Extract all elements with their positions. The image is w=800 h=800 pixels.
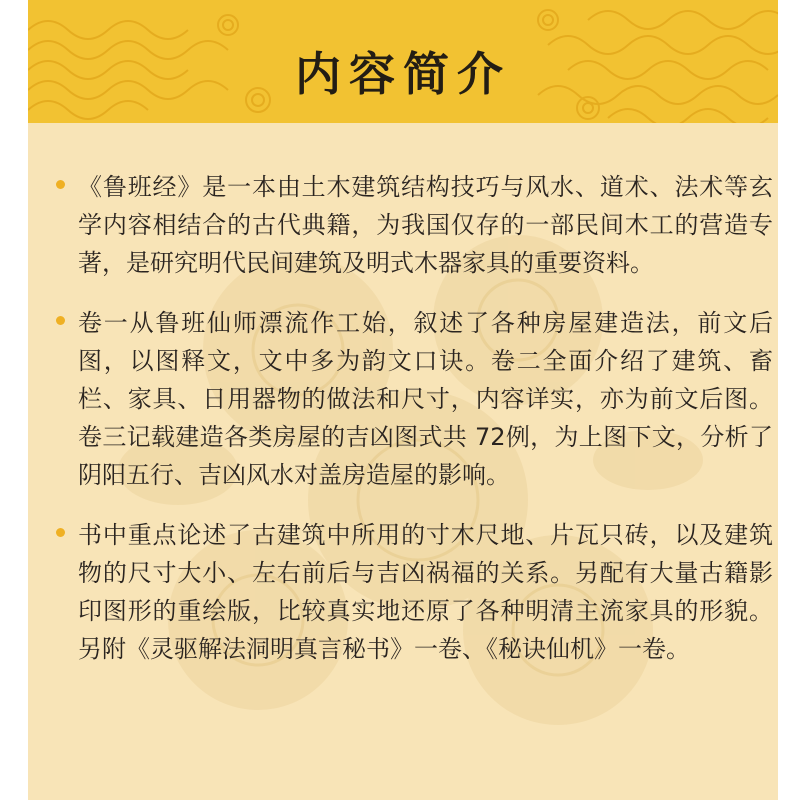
paragraph-text: 书中重点论述了古建筑中所用的寸木尺地、片瓦只砖，以及建筑物的尺寸大小、左右前后与吉凶祸福的关系。另配有大量古籍影印图形的重绘版，比较真实地还原了各种明清主流家具的形貌。另附《灵驱解法洞明真言秘书》一卷、《秘诀仙机》一卷。 bbox=[78, 521, 773, 663]
content-panel bbox=[28, 0, 778, 800]
title-banner bbox=[28, 0, 778, 123]
bullet-icon bbox=[56, 528, 65, 537]
description-body bbox=[56, 168, 776, 690]
paragraph-text: 卷一从鲁班仙师漂流作工始，叙述了各种房屋建造法，前文后图，以图释文，文中多为韵文口诀。卷二全面介绍了建筑、畜栏、家具、日用器物的做法和尺寸，内容详实，亦为前文后图。卷三记载建造各类房屋的吉凶图式共 72例，为上图下文，分析了阴阳五行、吉凶风水对盖房造屋的影响。 bbox=[78, 309, 773, 489]
paragraph-3 bbox=[56, 516, 776, 668]
bullet-icon bbox=[56, 316, 65, 325]
bullet-icon bbox=[56, 180, 65, 189]
paragraph-1 bbox=[56, 168, 776, 282]
paragraph-text: 《鲁班经》是一本由土木建筑结构技巧与风水、道术、法术等玄学内容相结合的古代典籍，为我国仅存的一部民间木工的营造专著，是研究明代民间建筑及明式木器家具的重要资料。 bbox=[78, 173, 773, 277]
paragraph-2 bbox=[56, 304, 776, 494]
page-title: 内容简介 bbox=[295, 47, 511, 101]
